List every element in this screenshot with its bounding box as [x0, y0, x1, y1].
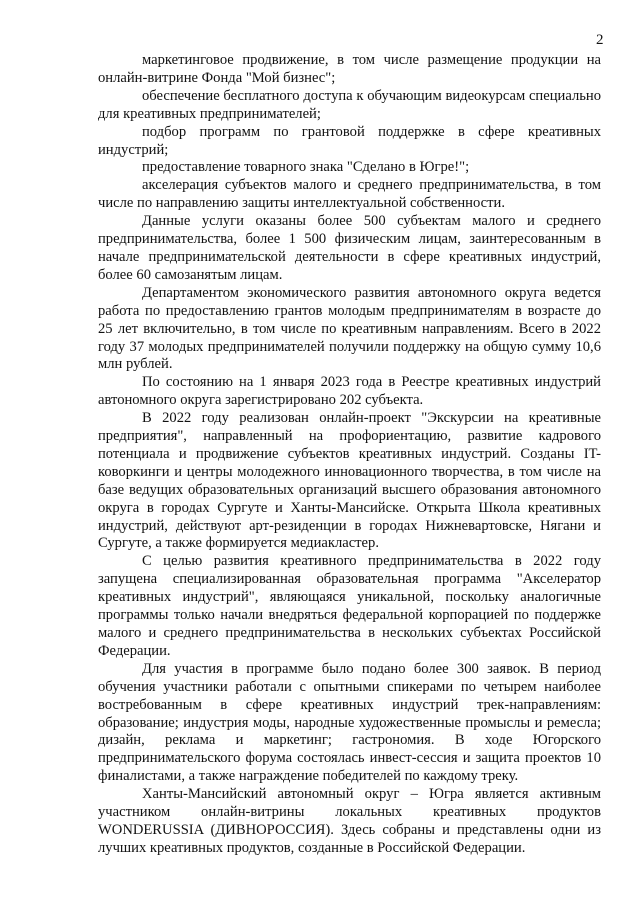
paragraph-online-excursions: В 2022 году реализован онлайн-проект "Экскурсии на креативные предприятия", направленный на профориентацию, развитие кадрового потенциала и продвижение субъектов креативных индустрий. Созданы IT-коворкинги и центры молодежного инновационного творчества, в том числе на базе ведущих образовательных организаций высшего образования автономного округа в городах Сургуте и Ханты-Мансийске. Открыта Школа креативных индустрий, действуют арт-резиденции в городах Нижневартовске, Нягани и Сургуте, а также формируется медиакластер. — [98, 410, 601, 552]
paragraph-services-provided: Данные услуги оказаны более 500 субъектам малого и среднего предпринимательства, более 1 500 физическим лицам, заинтересованным в начале предпринимательской деятельности в сфере креативных индустрий, более 60 самозанятым лицам. — [98, 213, 601, 283]
paragraph-registry: По состоянию на 1 января 2023 года в Реестре креативных индустрий автономного округа зарегистрировано 202 субъекта. — [98, 374, 601, 409]
page-number: 2 — [596, 32, 604, 48]
paragraph-trademark: предоставление товарного знака "Сделано в Югре!"; — [142, 159, 470, 176]
paragraph-accelerator-program: С целью развития креативного предпринимательства в 2022 году запущена специализированная образовательная программа "Акселератор креативных индустрий", являющаяся уникальной, поскольку аналогичные программы только начали внедряться федеральной корпорацией по поддержке малого и среднего предпринимательства в нескольких субъектах Российской Федерации. — [98, 553, 601, 659]
paragraph-marketing-promotion: маркетинговое продвижение, в том числе размещение продукции на онлайн-витрине Фонда "Мой бизнес"; — [98, 52, 601, 86]
paragraph-free-video-courses: обеспечение бесплатного доступа к обучающим видеокурсам специально для креативных предпринимателей; — [98, 87, 601, 122]
paragraph-acceleration: акселерация субъектов малого и среднего предпринимательства, в том числе по направлению защиты интеллектуальной собственности. — [98, 177, 601, 212]
paragraph-wonderussia: Ханты-Мансийский автономный округ – Югра является активным участником онлайн-витрины локальных креативных продуктов WONDERUSSIA (ДИВНОРОССИЯ). Здесь собраны и представлены одни из лучших креативных продуктов, созданные в Российской Федерации. — [98, 786, 601, 856]
paragraph-program-participation: Для участия в программе было подано более 300 заявок. В период обучения участники работали с опытными спикерами по четырем наиболее востребованным в сфере креативных индустрий трек-направлениям: образование; индустрия моды, народные художественные промыслы и ремесла; дизайн, реклама и маркетинг; гастрономия. В ходе Югорского предпринимательского форума состоялась инвест-сессия и защита проектов 10 финалистами, а также награждение победителей по каждому треку. — [98, 660, 601, 785]
paragraph-youth-grants: Департаментом экономического развития автономного округа ведется работа по предоставлению грантов молодым предпринимателям в возрасте до 25 лет включительно, в том числе по креативным направлениям. Всего в 2022 году 37 молодых предпринимателей получили поддержку на общую сумму 10,6 млн рублей. — [98, 284, 601, 373]
paragraph-grant-programs: подбор программ по грантовой поддержке в сфере креативных индустрий; — [98, 123, 601, 158]
document-body — [98, 52, 601, 858]
